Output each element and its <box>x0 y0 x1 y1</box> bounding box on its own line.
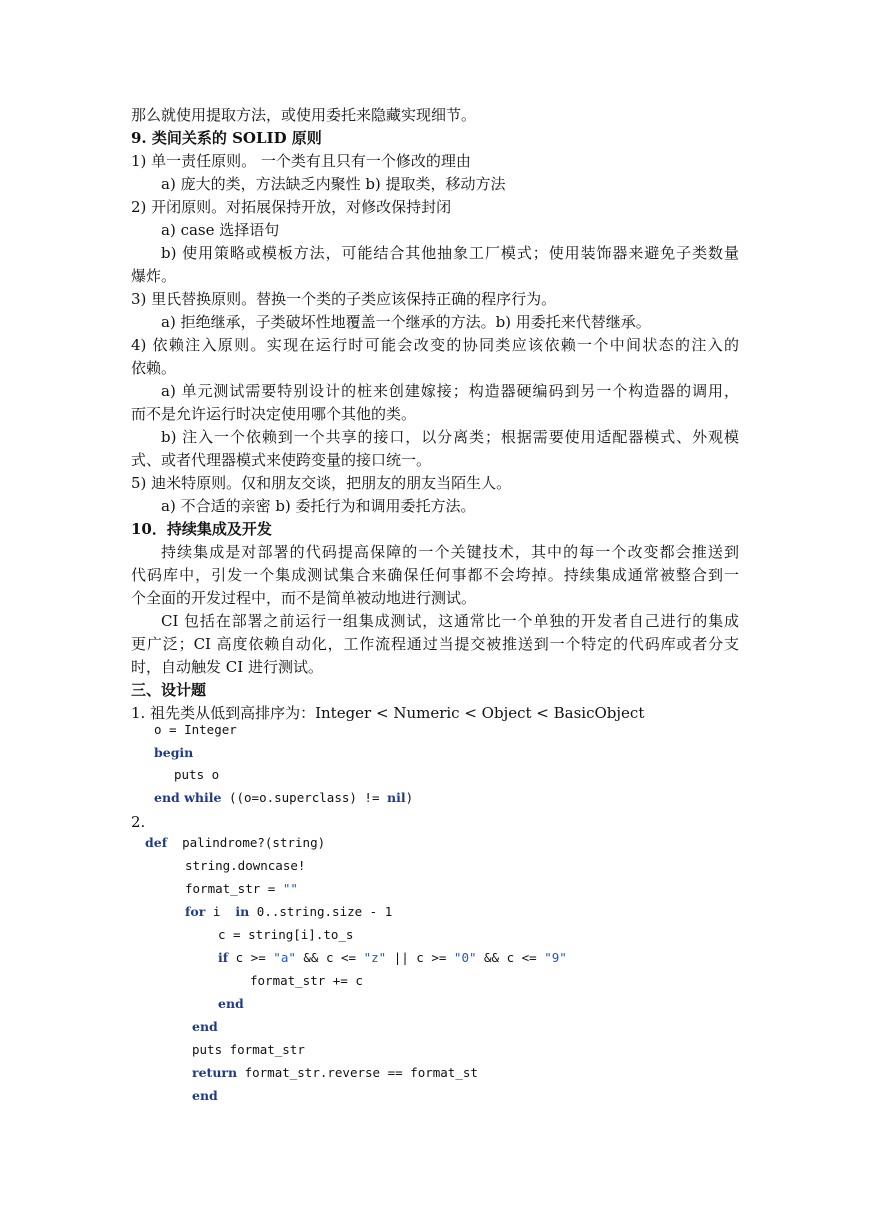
paragraph-line: 时，自动触发 CI 进行测试。 <box>131 658 323 676</box>
section-heading-10: 10．持续集成及开发 <box>131 520 272 538</box>
keyword: in <box>235 904 250 919</box>
code-line <box>192 1016 218 1038</box>
list-subitem: b) 使用策略或模板方法，可能结合其他抽象工厂模式；使用装饰器来避免子类数量 <box>161 244 739 262</box>
keyword: begin <box>154 745 194 760</box>
section-heading-9: 9. 类间关系的 SOLID 原则 <box>131 129 322 147</box>
string-literal: "" <box>282 881 298 896</box>
code-line: puts o <box>174 767 220 782</box>
code-line <box>185 878 298 900</box>
code-line <box>192 1062 478 1084</box>
list-item-2: 2) 开闭原则。对拓展保持开放，对修改保持封闭 <box>131 198 452 216</box>
list-item-1: 1) 单一责任原则。 一个类有且只有一个修改的理由 <box>131 152 471 170</box>
code-text: i <box>205 904 236 919</box>
question-1: 1. 祖先类从低到高排序为：Integer < Numeric < Object < BasicObject <box>131 704 645 722</box>
string-literal: "a" <box>273 950 296 965</box>
list-subitem: a) 拒绝继承，子类破坏性地覆盖一个继承的方法。b) 用委托来代替继承。 <box>161 313 651 331</box>
code-text: 0..string.size - 1 <box>249 904 393 919</box>
code-line <box>145 832 325 854</box>
paragraph-line: 更广泛；CI 高度依赖自动化，工作流程通过当提交被推送到一个特定的代码库或者分支 <box>131 635 739 653</box>
section-heading-3: 三、设计题 <box>131 681 207 699</box>
code-text: ) <box>405 790 414 805</box>
code-line: format_str += c <box>250 973 363 988</box>
code-line <box>154 742 193 764</box>
list-item-3: 3) 里氏替换原则。替换一个类的子类应该保持正确的程序行为。 <box>131 290 557 308</box>
code-line <box>192 1085 218 1107</box>
paragraph-line: 个全面的开发过程中，而不是简单被动地进行测试。 <box>131 589 477 607</box>
paragraph-line: CI 包括在部署之前运行一组集成测试，这通常比一个单独的开发者自己进行的集成 <box>161 612 739 630</box>
keyword: end <box>192 1088 218 1103</box>
keyword: end <box>192 1019 218 1034</box>
code-line: o = Integer <box>154 722 237 737</box>
keyword: return <box>192 1065 238 1080</box>
list-item-5: 5) 迪米特原则。仅和朋友交谈，把朋友的朋友当陌生人。 <box>131 474 512 492</box>
paragraph-line: 依赖。 <box>131 359 177 377</box>
list-subitem: a) case 选择语句 <box>161 221 280 239</box>
list-item-4: 4) 依赖注入原则。实现在运行时可能会改变的协同类应该依赖一个中间状态的注入的 <box>131 336 739 354</box>
list-subitem: b) 注入一个依赖到一个共享的接口，以分离类；根据需要使用适配器模式、外观模 <box>161 428 739 446</box>
code-line <box>185 901 392 923</box>
code-text: ((o=o.superclass) != <box>221 790 388 805</box>
code-line: string.downcase! <box>185 858 306 873</box>
string-literal: "0" <box>453 950 477 965</box>
paragraph-line: 而不是允许运行时决定使用哪个其他的类。 <box>131 405 417 423</box>
string-literal: "9" <box>544 950 567 965</box>
question-2: 2. <box>131 813 146 831</box>
code-text: palindrome?(string) <box>167 835 326 850</box>
code-line: c = string[i].to_s <box>218 927 354 942</box>
keyword: nil <box>387 790 406 805</box>
paragraph-line: 爆炸。 <box>131 267 177 285</box>
keyword: for <box>185 904 206 919</box>
code-text: && c <= <box>476 950 545 965</box>
keyword: end <box>218 996 244 1011</box>
code-text: || c >= <box>386 950 454 965</box>
code-text: format_str = <box>185 881 283 896</box>
keyword: def <box>145 835 168 850</box>
paragraph-line: 式、或者代理器模式来使跨变量的接口统一。 <box>131 451 432 469</box>
code-text: c >= <box>228 950 274 965</box>
code-line <box>218 993 244 1015</box>
string-literal: "z" <box>363 950 387 965</box>
keyword: if <box>218 950 229 965</box>
list-subitem: a) 单元测试需要特别设计的桩来创建嫁接；构造器硬编码到另一个构造器的调用， <box>161 382 739 400</box>
code-text: && c <= <box>295 950 364 965</box>
code-line <box>218 947 567 969</box>
code-line: puts format_str <box>192 1042 305 1057</box>
code-text: format_str.reverse == format_st <box>237 1065 478 1080</box>
paragraph-line: 那么就使用提取方法，或使用委托来隐藏实现细节。 <box>131 106 477 124</box>
keyword: end while <box>154 790 222 805</box>
paragraph-line: 代码库中，引发一个集成测试集合来确保任何事都不会垮掉。持续集成通常被整合到一 <box>131 566 739 584</box>
list-subitem: a) 不合适的亲密 b) 委托行为和调用委托方法。 <box>161 497 476 515</box>
paragraph-line: 持续集成是对部署的代码提高保障的一个关键技术，其中的每一个改变都会推送到 <box>161 543 739 561</box>
code-line <box>154 787 413 809</box>
list-subitem: a) 庞大的类，方法缺乏内聚性 b) 提取类，移动方法 <box>161 175 506 193</box>
